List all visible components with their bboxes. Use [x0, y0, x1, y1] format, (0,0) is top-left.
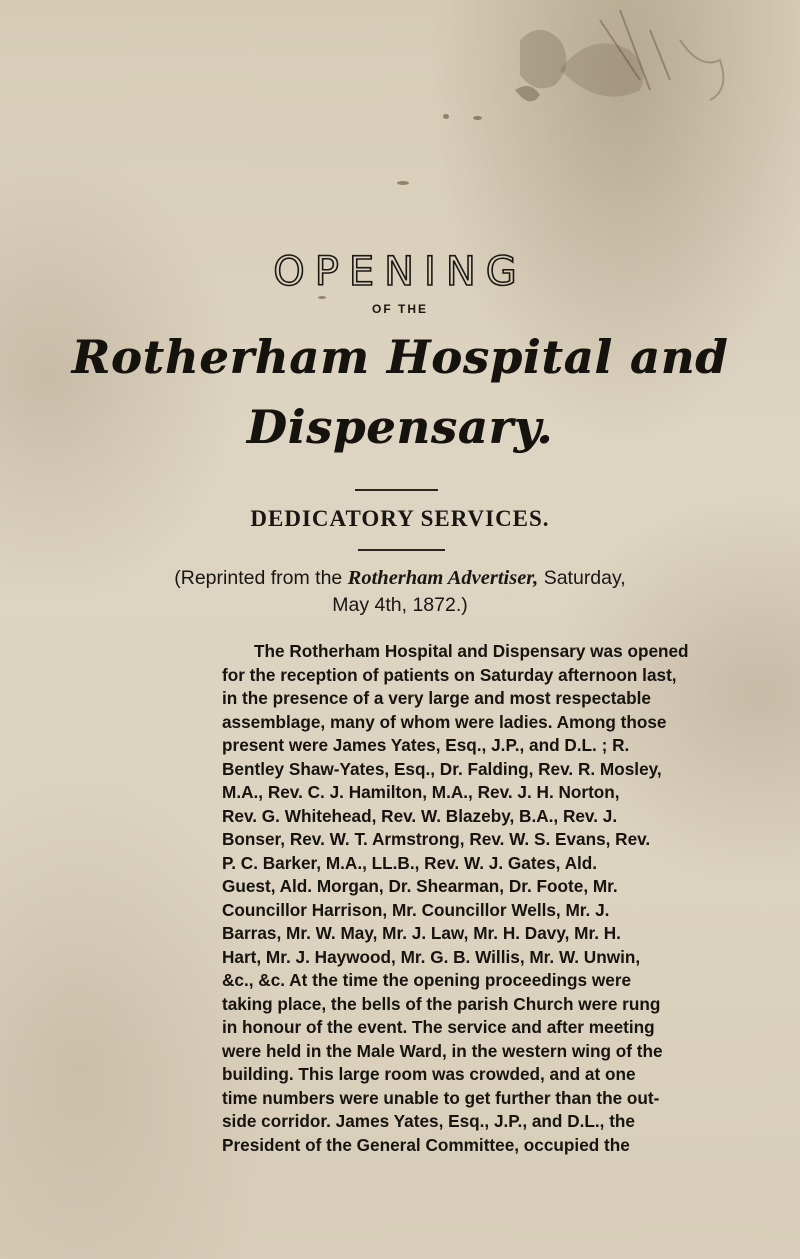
- divider-rule-lower: [358, 549, 445, 551]
- title-opening: OPENING: [273, 249, 527, 295]
- article-line: President of the General Committee, occupied the: [222, 1134, 630, 1155]
- article-line: taking place, the bells of the parish Church were rung: [222, 993, 661, 1014]
- article-line: side corridor. James Yates, Esq., J.P., and D.L., the: [222, 1111, 635, 1131]
- reprint-note: [0, 565, 800, 619]
- article-line: in the presence of a very large and most respectable: [222, 688, 651, 708]
- reprint-suffix: Saturday,: [538, 567, 626, 589]
- reprint-line-1: [0, 565, 800, 592]
- hospital-name-line-2: Dispensary.: [246, 400, 554, 454]
- article-line: time numbers were unable to get further than the out-: [222, 1087, 660, 1108]
- article-line: were held in the Male Ward, in the western wing of the: [222, 1040, 663, 1061]
- reprint-source: Rotherham Advertiser,: [347, 567, 539, 589]
- article-line: building. This large room was crowded, and at one: [222, 1064, 636, 1084]
- article-body: [222, 640, 800, 1157]
- article-line: Councillor Harrison, Mr. Councillor Wells, Mr. J.: [222, 899, 610, 920]
- ink-speck: [397, 181, 409, 185]
- divider-rule-upper: [355, 489, 438, 491]
- article-line: Barras, Mr. W. May, Mr. J. Law, Mr. H. Davy, Mr. H.: [222, 923, 621, 943]
- ink-speck: [473, 116, 482, 120]
- article-line: in honour of the event. The service and after meeting: [222, 1017, 655, 1037]
- article-line: The Rotherham Hospital and Dispensary was opened: [254, 641, 689, 661]
- article-line: assemblage, many of whom were ladies. Among those: [222, 711, 667, 732]
- article-line: Guest, Ald. Morgan, Dr. Shearman, Dr. Foote, Mr.: [222, 876, 618, 896]
- title-of-the: OF THE: [372, 302, 428, 316]
- subtitle-dedicatory-services: DEDICATORY SERVICES.: [250, 506, 550, 531]
- article-line: for the reception of patients on Saturday afternoon last,: [222, 664, 677, 685]
- article-line: Bentley Shaw-Yates, Esq., Dr. Falding, Rev. R. Mosley,: [222, 758, 662, 779]
- article-line: Bonser, Rev. W. T. Armstrong, Rev. W. S. Evans, Rev.: [222, 829, 651, 849]
- ink-speck: [443, 114, 449, 119]
- show-through-marks: [0, 0, 800, 140]
- article-line: present were James Yates, Esq., J.P., and D.L. ; R.: [222, 735, 630, 755]
- article-line: M.A., Rev. C. J. Hamilton, M.A., Rev. J. H. Norton,: [222, 782, 620, 802]
- reprint-prefix: (Reprinted from the: [174, 567, 348, 589]
- hospital-name-line-1: Rotherham Hospital and: [71, 330, 729, 384]
- article-line: &c., &c. At the time the opening proceedings were: [222, 970, 632, 990]
- reprint-date: May 4th, 1872.): [332, 594, 468, 616]
- article-line: P. C. Barker, M.A., LL.B., Rev. W. J. Gates, Ald.: [222, 852, 598, 873]
- ink-speck: [318, 296, 326, 299]
- article-line: Hart, Mr. J. Haywood, Mr. G. B. Willis, Mr. W. Unwin,: [222, 946, 641, 967]
- article-line: Rev. G. Whitehead, Rev. W. Blazeby, B.A., Rev. J.: [222, 805, 618, 826]
